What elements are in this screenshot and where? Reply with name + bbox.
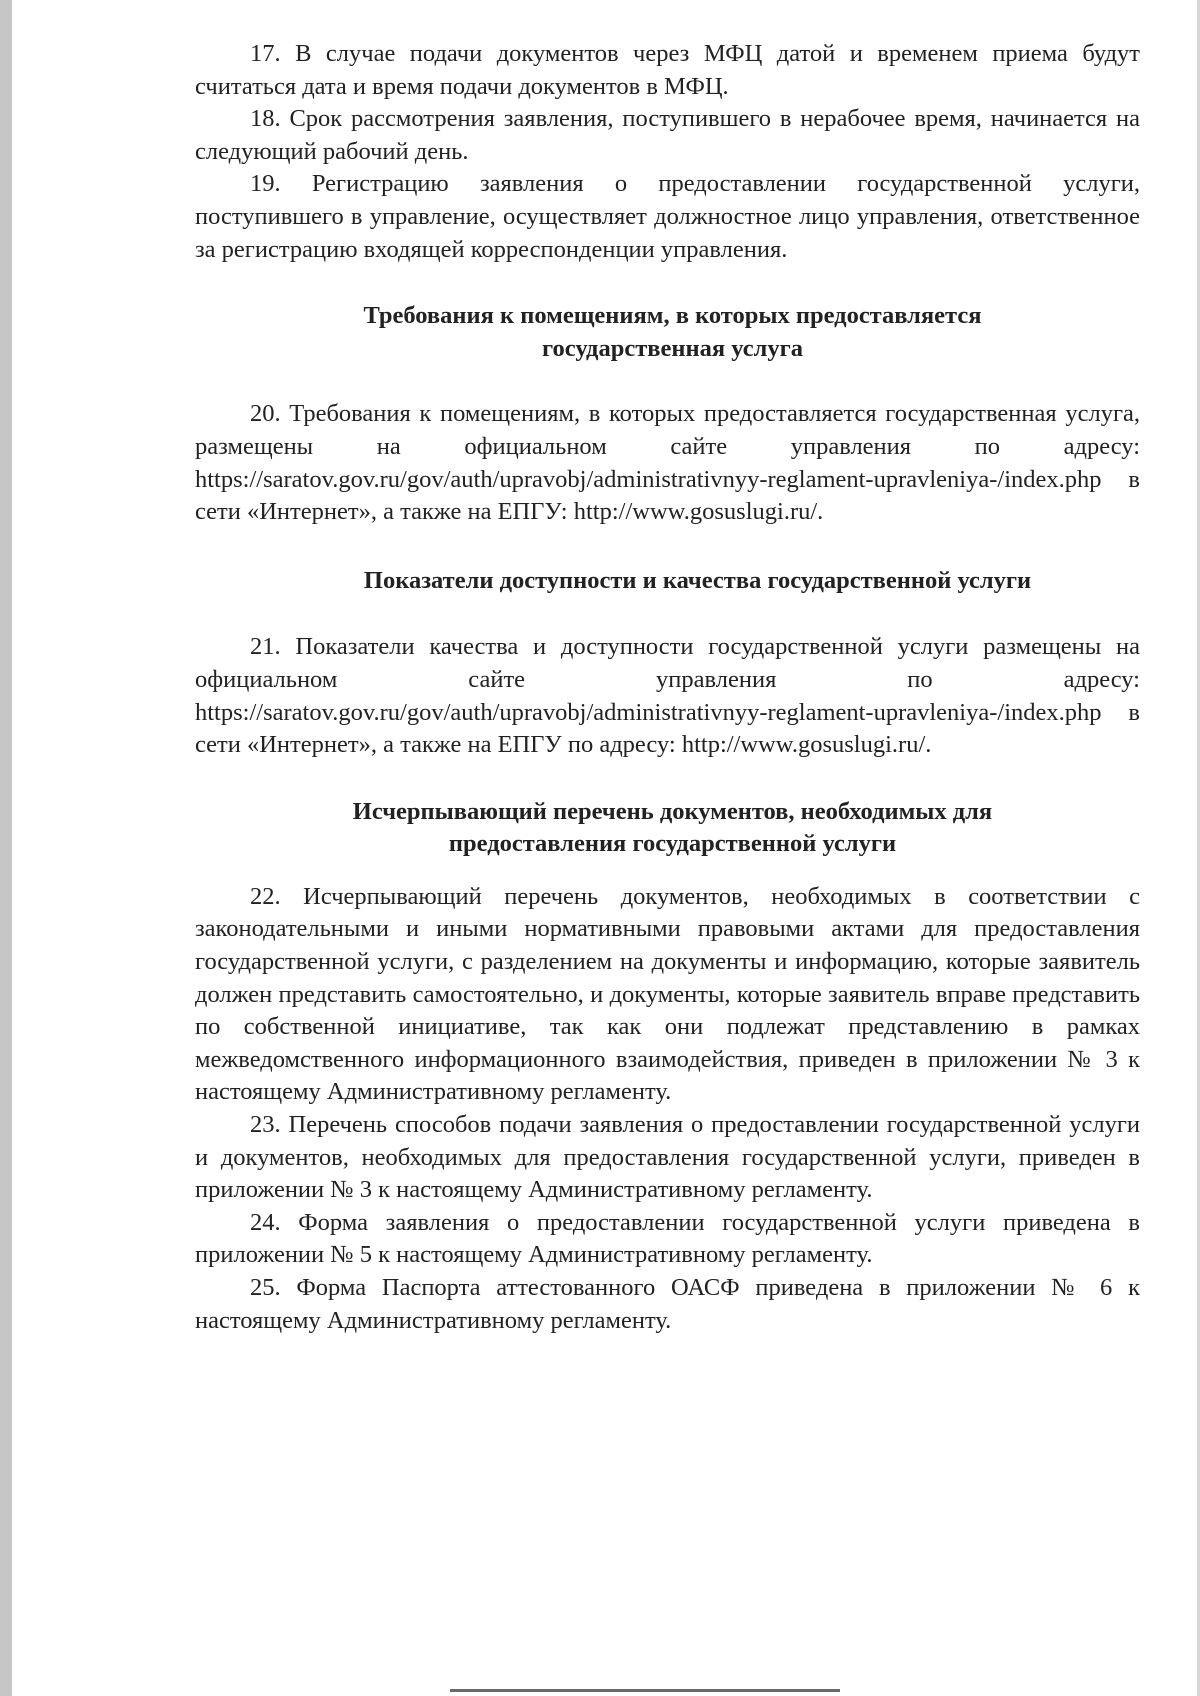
- paragraph-20: 20. Требования к помещениям, в которых предоставляется государственная услуга, размещены на официальном сайте управления по адресу: https://saratov.gov.ru/gov/auth/upravobj/administrativnyy-reglament-upravleniya-/index.php в сети «Интернет», а также на ЕПГУ: http://www.gosuslugi.ru/.: [195, 400, 1140, 526]
- paragraph-17: 17. В случае подачи документов через МФЦ датой и временем приема будут считаться дата и время подачи документов в МФЦ.: [195, 40, 1140, 100]
- page-bottom-rule: [450, 1689, 840, 1692]
- heading-documents-line-1: Исчерпывающий перечень документов, необходимых для: [352, 797, 993, 825]
- heading-documents-line-2: предоставления государственной услуги: [448, 830, 897, 858]
- document-page: [195, 38, 1140, 1337]
- heading-documents-list: [195, 796, 1140, 861]
- heading-premises-line-1: Требования к помещениям, в которых предоставляется: [363, 302, 982, 330]
- paragraph-22: 22. Исчерпывающий перечень документов, необходимых в соответствии с законодательными и иными нормативными правовыми актами для предоставления государственной услуги, с разделением на документы и информацию, которые заявитель должен представить самостоятельно, и документы, которые заявитель вправе представить по собственной инициативе, так как они подлежат представлению в рамках межведомственного информационного взаимодействия, приведен в приложении № 3 к настоящему Административному регламенту.: [195, 882, 1140, 1106]
- paragraph-18: 18. Срок рассмотрения заявления, поступившего в нерабочее время, начинается на следующий рабочий день.: [195, 105, 1140, 165]
- page-left-margin-bar: [0, 0, 12, 1696]
- paragraph-19: 19. Регистрацию заявления о предоставлении государственной услуги, поступившего в управление, осуществляет должностное лицо управления, ответственное за регистрацию входящей корреспонденции управления.: [195, 170, 1140, 263]
- paragraph-23: 23. Перечень способов подачи заявления о предоставлении государственной услуги и документов, необходимых для предоставления государственной услуги, приведен в приложении № 3 к настоящему Административному регламенту.: [195, 1111, 1140, 1204]
- paragraph-25: 25. Форма Паспорта аттестованного ОАСФ приведена в приложении № 6 к настоящему Административному регламенту.: [195, 1274, 1140, 1334]
- heading-accessibility-quality: Показатели доступности и качества государственной услуги: [363, 566, 1032, 594]
- paragraph-21: 21. Показатели качества и доступности государственной услуги размещены на официальном сайте управления по адресу: https://saratov.gov.ru/gov/auth/upravobj/administrativnyy-reglament-upravleniya-/index.php в сети «Интернет», а также на ЕПГУ по адресу: http://www.gosuslugi.ru/.: [195, 633, 1140, 759]
- heading-premises-line-2: государственная услуга: [542, 334, 803, 362]
- paragraph-24: 24. Форма заявления о предоставлении государственной услуги приведена в приложении № 5 к настоящему Административному регламенту.: [195, 1208, 1140, 1269]
- heading-premises-requirements: [195, 300, 1140, 365]
